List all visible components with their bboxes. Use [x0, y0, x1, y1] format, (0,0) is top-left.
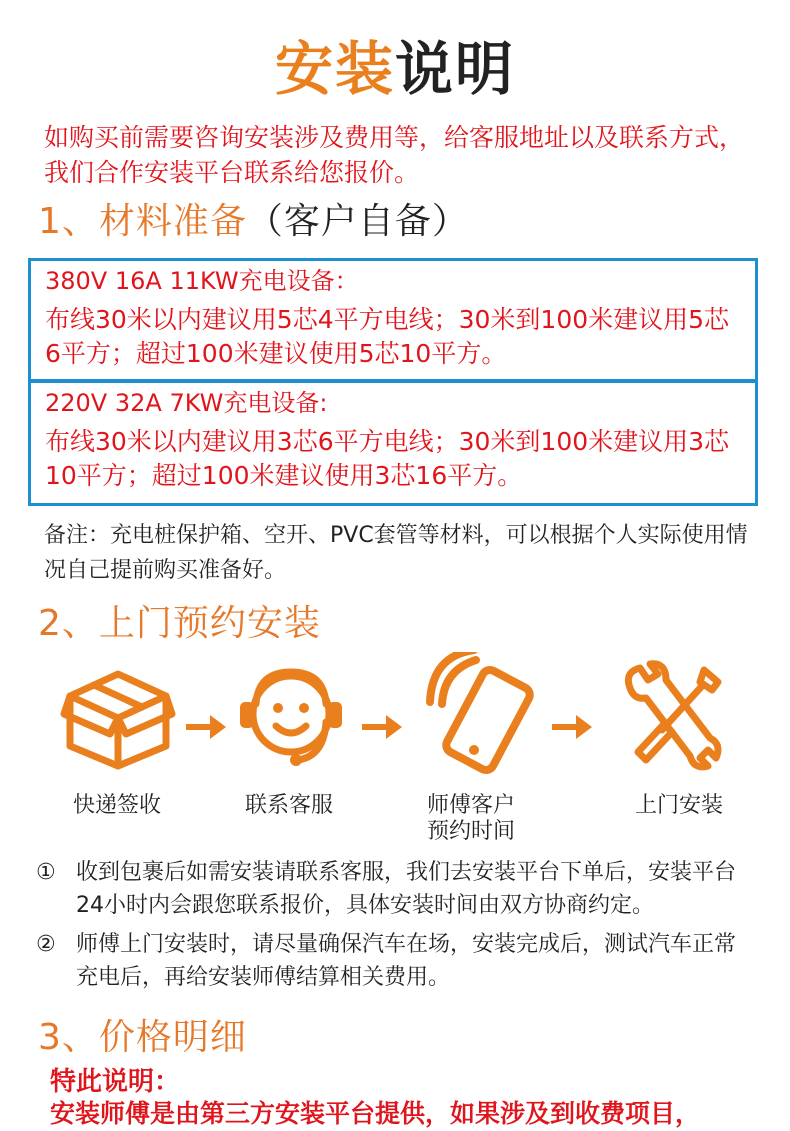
arrow-right-icon [360, 712, 404, 742]
box2-title: 220V 32A 7KW充电设备: [45, 389, 328, 417]
section1-heading [38, 200, 469, 244]
arrow-right-icon [550, 712, 594, 742]
customer-service-icon [236, 660, 346, 772]
section1-heading-paren: （客户自备） [246, 201, 469, 242]
tools-icon [618, 660, 728, 772]
flow-label-contact: 联系客服 [244, 793, 333, 818]
step-item [36, 928, 756, 994]
note-text: 备注：充电桩保护箱、空开、PVC套管等材料，可以根据个人实际使用情况自己提前购买准备好。 [44, 523, 748, 583]
arrow-right-icon [184, 712, 228, 742]
material-box-380v [28, 258, 758, 382]
title-part1: 安装 [274, 35, 395, 103]
section1-heading-main: 1、材料准备 [38, 201, 247, 242]
section2-heading: 2、上门预约安装 [38, 603, 321, 644]
special-note-title: 特此说明： [50, 1067, 181, 1097]
step-item [36, 856, 756, 922]
phone-icon [424, 652, 548, 778]
flow-label-appointment-2: 预约时间 [426, 819, 515, 844]
material-box-220v [28, 380, 758, 506]
flow-label-install: 上门安装 [634, 793, 723, 818]
page-title [0, 34, 790, 104]
step-text: 师傅上门安装时，请尽量确保汽车在场，安装完成后，测试汽车正常充电后，再给安装师傅结算相关费用。 [76, 932, 737, 990]
special-note-text: 安装师傅是由第三方安装平台提供，如果涉及到收费项目， [50, 1099, 701, 1128]
flow-label-appointment-1: 师傅客户 [426, 793, 515, 818]
box1-text: 布线30米以内建议用5芯4平方电线；30米到100米建议用5芯6平方；超过100米建议使用5芯10平方。 [45, 305, 730, 368]
step-text: 收到包裹后如需安装请联系客服，我们去安装平台下单后，安装平台24小时内会跟您联系报价，具体安装时间由双方协商约定。 [76, 860, 737, 918]
intro-text: 如购买前需要咨询安装涉及费用等，给客服地址以及联系方式，我们合作安装平台联系给您报价。 [44, 123, 745, 187]
step-number: ① [36, 860, 56, 885]
section3-heading: 3、价格明细 [38, 1017, 247, 1058]
box1-title: 380V 16A 11KW充电设备： [45, 267, 359, 295]
title-part2: 说明 [395, 35, 516, 103]
flow-label-sign: 快递签收 [72, 793, 161, 818]
box2-text: 布线30米以内建议用3芯6平方电线；30米到100米建议用3芯10平方；超过100米建议使用3芯16平方。 [45, 427, 730, 490]
step-number: ② [36, 932, 56, 957]
package-icon [60, 660, 176, 772]
